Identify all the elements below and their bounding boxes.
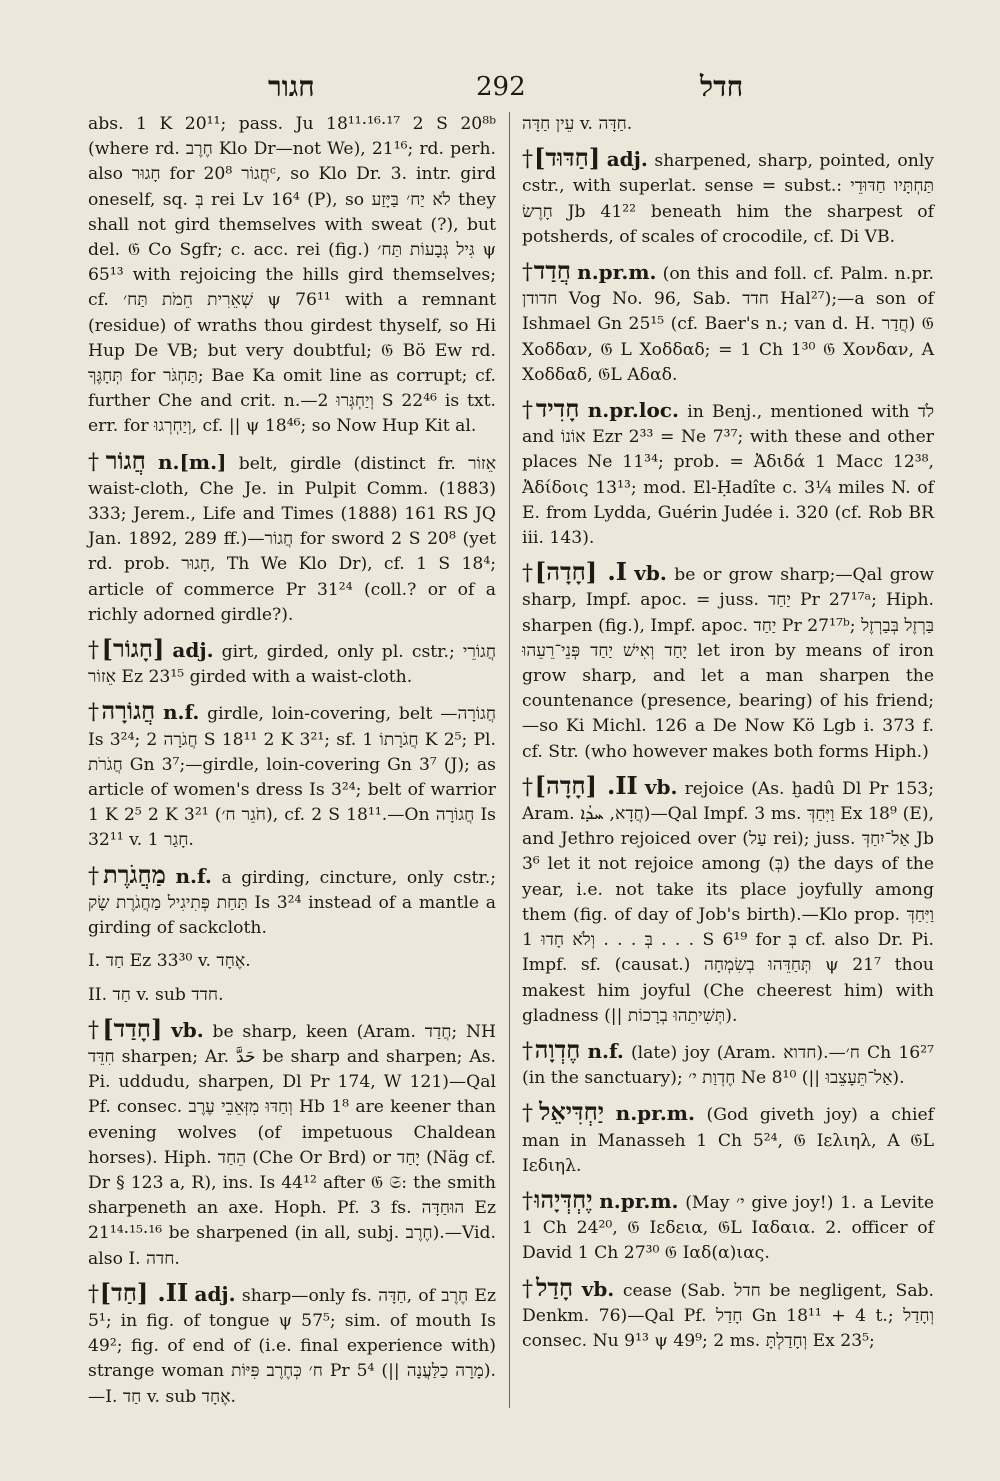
dictionary-entry [88, 698, 496, 853]
entry-dagger: † [522, 1188, 535, 1214]
left-column [88, 112, 496, 1418]
entry-dagger: † [522, 1038, 535, 1064]
entry-label: n.[m.] [157, 449, 227, 474]
entry-text: (God giveth joy) a chief man in Manasseh 1 Ch 5²⁴, 𝔊 Ιελιηλ, A 𝔊L Ιεδιηλ. [522, 1105, 935, 1176]
entry-dagger: † [88, 449, 106, 475]
entry-text: sharp—only fs. חַדָּה, of חֶרֶב Ez 5¹; in fig. of tongue ψ 57⁵; sim. of mouth Is 49²; fig. of end of (i.e. final experience with) strange woman ח׳ כְּחֶרֶב פִּיּוֹת Pr 5⁴ (|| מָרָה כַלַּעֲנָה).—I. חַד v. sub אֶחָד. [88, 1285, 497, 1407]
entry-text: cease (Sab. חדל be negligent, Sab. Denkm. 76)—Qal Pf. חָדַל Gn 18¹¹ + 4 t.; וְחָדַל consec. Nu 9¹³ ψ 49⁹; 2 ms. וְחָדַלְתָּ Ex 23⁵; [522, 1280, 935, 1351]
entry-lemma: יַחְדִּיאֵל [539, 1097, 605, 1127]
entry-text: in Benj., mentioned with לֹד and אוֹנוֹ Ezr 2³³ = Ne 7³⁷; with these and other places Ne 11³⁴; prob. = Ἀδιδά 1 Macc 12³⁸, Ἀδίδοις 13¹³; mod. El-Ḥadîte c. 3¼ miles N. of E. from Lydda, Guérin Judée i. 320 (cf. Rob BR iii. 143). [522, 402, 935, 549]
entry-dagger: † [522, 774, 535, 800]
running-head [0, 70, 1000, 110]
dictionary-entry [522, 145, 934, 250]
entry-dagger: † [522, 147, 535, 173]
entry-label: n.pr.m. [599, 1188, 679, 1213]
entry-continuation: עֵין חַדָּה v. חַדָּה. [522, 114, 633, 134]
dictionary-entry [522, 1184, 935, 1267]
dictionary-entry [88, 1013, 497, 1272]
entry-text: (late) joy (Aram. חדוא).—ח׳ Ch 16²⁷ (in the sanctuary); חֶדְוַת י׳ Ne 8¹⁰ (|| אַל־תֵּעָצֵבוּ). [522, 1042, 934, 1089]
entry-dagger: † [88, 700, 102, 726]
entry-label: n.pr.loc. [587, 398, 679, 423]
entry-dagger: † [88, 1017, 103, 1043]
entry-text: belt, girdle (distinct fr. אֵזוֹר waist-cloth, Che Je. in Pulpit Comm. (1883) 333; Jerem., Life and Times (1888) 161 RS JQ Jan. 1892, 289 ff.)—חֲגוֹר for sword 2 S 20⁸ (yet rd. prob. חָגוּר, Th We Klo Dr), cf. 1 S 18⁴; article of commerce Pr 31²⁴ (coll.? or of a richly adorned girdle?). [88, 453, 497, 625]
entry-dagger: † [522, 260, 534, 286]
entry-label: vb. [581, 1276, 615, 1301]
dictionary-entry [522, 770, 935, 1029]
entry-lemma: מַחֲגֹרֶת [103, 859, 166, 889]
entry-text: rejoice (As. ḫadû Dl Pr 153; Aram. חֲדָא, ܚܕܳܐ)—Qal Impf. 3 ms. וַיִּחַדְּ Ex 18⁹ (E), and Jethro rejoiced over (עַל rei); juss. אַל־יִחַדְּ Jb 3⁶ let it not rejoice among (בְּ) the days of the year, i.e. not take its place joyfully among them (fig. of day of Job's birth).—Klo prop. וַיִּחַדְּ . . . בְּ . . . וְלֹא חָדוּ 1 S 6¹⁹ for בְּ cf. also Dr. Pi. Impf. sf. (causat.) תְּחַדֵּהוּ בְשִׂמְחָה ψ 21⁷ thou makest him joyful (Che cheerest him) with gladness (|| תְּשִׁיתֵהוּ בְרָכוֹת). [522, 778, 935, 1026]
right-column [522, 112, 934, 1362]
entry-label: n.f. [162, 700, 200, 725]
entry-label: adj. [606, 147, 648, 172]
entry-text: be or grow sharp;—Qal grow sharp, Impf. apoc. = juss. יַחַד Pr 27¹⁷ᵃ; Hiph. sharpen (fig.), Impf. apoc. יַחַד Pr 27¹⁷ᵇ; בַּרְזֶל בְּבַרְזֶל יָחַד וְאִישׁ יַחַד פְּנֵי־רֵעֵהוּ let iron by means of iron grow sharp, and let a man sharpen the countenance (presence, bearing) of his friend;—so Ki Michl. 126 a De Now Kö Lgb i. 373 f. cf. Str. (who however makes both forms Hiph.) [522, 565, 935, 762]
running-head-right-word: חדל [700, 70, 744, 103]
entry-dagger: † [88, 863, 104, 889]
entry-lemma: חֲגוֹרָה [101, 696, 156, 726]
dictionary-entry [522, 258, 934, 388]
entry-lemma: חֶדְוָה [534, 1034, 581, 1064]
entry-dagger: † [88, 638, 102, 664]
entry-continuation: abs. 1 K 20¹¹; pass. Ju 18¹¹·¹⁶·¹⁷ 2 S 20⁸ᵇ (where rd. חֶרֶב Klo Dr—not We), 21¹⁶; rd. perh. also חָגוּר for חֲגוֹר 20⁸ᶜ, so Klo Dr. 3. intr. gird oneself, sq. בְּ rei Lv 16⁴ (P), so לֹא יַח׳ בַּיָּזַע they shall not gird themselves with sweat (?), but del. 𝔊 Co Sgfr; c. acc. rei (fig.) גִּיל גְּבָעוֹת תַּח׳ ψ 65¹³ with rejoicing the hills gird themselves; cf. שְׁאֵרִית חֵמֹת תַּח׳ ψ 76¹¹ with a remnant (residue) of wraths thou girdest thyself, so Hi Hup De VB; but very doubtful; 𝔊 Bö Ew rd. תְּחָגֶּךָ for תַּחְגֹּר; Bae Ka omit line as corrupt; cf. further Che and crit. n.—וְיַחְגְּרוּ 2 S 22⁴⁶ is txt. err. for וְיַחְרְגוּ, cf. || ψ 18⁴⁶; so Now Hup Kit al. [88, 114, 496, 437]
entry-label: n.f. [175, 863, 212, 888]
dictionary-entry [88, 445, 497, 628]
entry-lemma: יֶחְדְּיָהוּ [534, 1184, 593, 1214]
dictionary-entry [522, 1099, 934, 1179]
entry-lemma: [חָדַד] [102, 1013, 163, 1043]
dictionary-entry [88, 1277, 497, 1410]
entry-text: (on this and foll. cf. Palm. n.pr. חדודן Vog No. 96, Sab. חדד Hal²⁷);—a son of Ishmael Gn 25¹⁵ (cf. Baer's n.; van d. H. חֲדַר) 𝔊 Χοδδαν, 𝔊 L Χοδδαδ; = 1 Ch 1³⁰ 𝔊 Χονδαν, A Χοδδαδ, 𝔊L Αδαδ. [522, 264, 935, 385]
dictionary-entry [88, 859, 496, 942]
entry-dagger: † [522, 1101, 540, 1127]
cross-reference: I. חַד Ez 33³⁰ v. אֶחָד. [88, 951, 251, 972]
dictionary-entry [88, 636, 496, 690]
entry-label: n.f. [587, 1038, 624, 1063]
entry-dagger: † [522, 398, 536, 424]
entry-dagger: † [88, 1281, 100, 1307]
entry-dagger: † [522, 1276, 537, 1302]
entry-label: n.pr.m. [615, 1101, 695, 1126]
dictionary-entry [522, 1034, 934, 1091]
entry-label: vb. [171, 1017, 204, 1042]
dictionary-entry [522, 1272, 935, 1355]
cross-reference: II. חַד v. sub חדד. [88, 984, 224, 1005]
entry-label: adj. [172, 638, 214, 663]
entry-label: adj. [194, 1281, 236, 1306]
column-divider [509, 112, 510, 1408]
entry-text: sharpened, sharp, pointed, only cstr., with superlat. sense = subst.: תַּחְתָּיו חַדּוּדֵי חָרֶשׂ Jb 41²² beneath him the sharpest of potsherds, of scales of crocodile, cf. Di VB. [522, 151, 935, 247]
entry-text: girdle, loin-covering, belt —חֲגוֹרָה Is 3²⁴; חֲגֹרָה 2 S 18¹¹ 2 K 3²¹; sf. חֲגֹרָתוֹ 1 K 2⁵; Pl. חֲגֹרֹת Gn 3⁷;—girdle, loin-covering Gn 3⁷ (J); as article of women's dress Is 3²⁴; belt of warrior 1 K 2⁵ 2 K 3²¹ (חֹגֵר ח׳), cf. 2 S 18¹¹.—On חֲגוֹרָה Is 32¹¹ v. חָגַר 1. [88, 704, 497, 851]
running-head-left-word: חגור [268, 70, 315, 103]
entry-text: a girding, cincture, only cstr.; תַּחַת פְּתִיגִיל מַחֲגֹרֶת שָׂק Is 3²⁴ instead of a mantle a girding of sackcloth. [88, 867, 496, 939]
entry-lemma: חֲדַד [533, 256, 571, 286]
entry-lemma: I. [חָדָה] [534, 557, 627, 587]
entry-lemma: II. [חַד] [99, 1277, 189, 1307]
entry-label: n.pr.m. [577, 260, 657, 285]
entry-lemma: חָדִיד [535, 394, 580, 424]
entry-text: (May י׳ give joy!) 1. a Levite 1 Ch 24²⁰, 𝔊 Ιεδεια, 𝔊L Ιαδαια. 2. officer of David 1 Ch 27³⁰ 𝔊 Ιαδ(α)ιας. [522, 1192, 935, 1264]
entry-text: be sharp, keen (Aram. חֲדַד; NH חִדֵּד sharpen; Ar. حَدَّ be sharp and sharpen; As. Pi. uddudu, sharpen, Dl Pr 174, W 121)—Qal Pf. consec. וְחַדּוּ מִזְּאֵבֵי עֶרֶב Hb 1⁸ are keener than evening wolves (of impetuous Chaldean horses). Hiph. הֵחַד (Che Or Brd) or יָחַד (Näg cf. Dr § 123 a, R), ins. Is 44¹² after 𝔊 𝔖: the smith sharpeneth an axe. Hoph. Pf. 3 fs. הוּחַדָּה Ez 21¹⁴·¹⁵·¹⁶ be sharpened (in all, subj. חֶרֶב).—Vid. also I. חדה. [88, 1021, 497, 1269]
entry-lemma: חָדַל [536, 1272, 574, 1302]
entry-lemma: II. [חָדָה] [534, 770, 638, 800]
entry-lemma: חֲגוֹר [105, 445, 146, 475]
entry-text: girt, girded, only pl. cstr.; חֲגוֹרֵי אֵזוֹר Ez 23¹⁵ girded with a waist-cloth. [88, 642, 497, 688]
entry-label: vb. [634, 561, 667, 586]
dictionary-entry [522, 396, 934, 551]
dictionary-entry [522, 559, 934, 765]
entry-dagger: † [522, 561, 535, 587]
entry-lemma: [חַדּוּד] [534, 143, 601, 173]
entry-label: vb. [644, 774, 678, 799]
page-number: 292 [476, 72, 526, 102]
entry-lemma: [חָגוֹר] [101, 634, 165, 664]
